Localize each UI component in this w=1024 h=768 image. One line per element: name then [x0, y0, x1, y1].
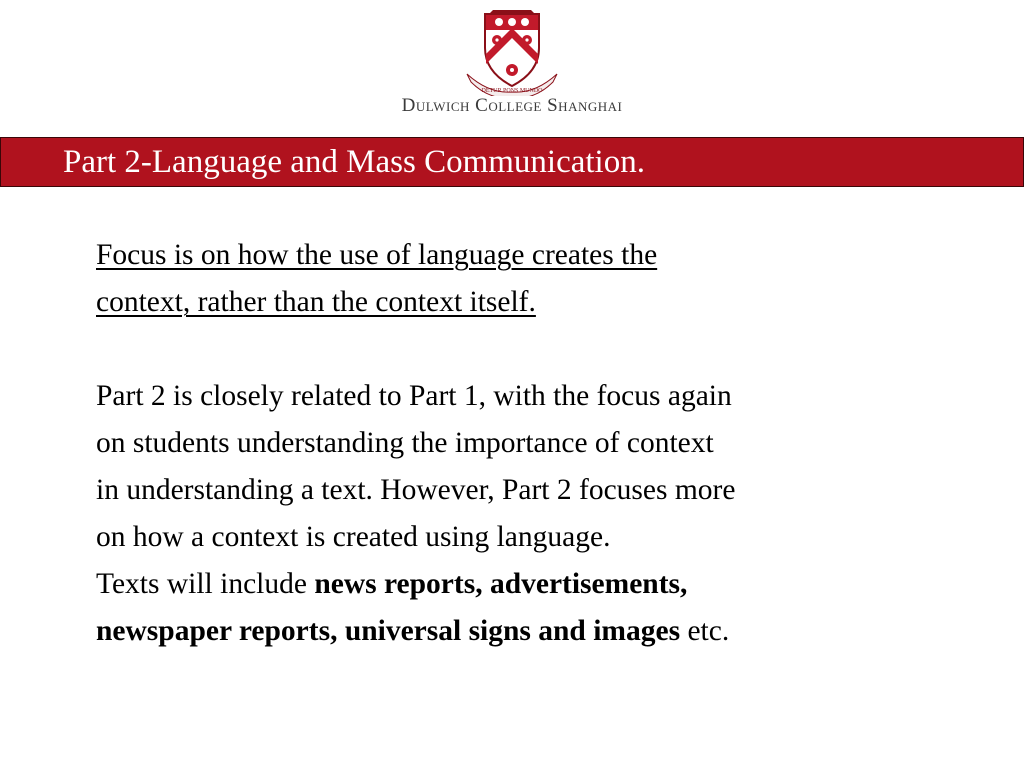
spacer: [96, 326, 976, 373]
slide-title: Part 2-Language and Mass Communication.: [63, 144, 645, 180]
school-name: Dulwich College Shanghai: [401, 95, 623, 116]
title-bar: [0, 137, 1024, 187]
texts-intro: Texts will include: [96, 568, 315, 600]
focus-line-1: Focus is on how the use of language creates the: [96, 239, 658, 271]
texts-end: etc.: [680, 615, 730, 647]
school-crest-logo: [459, 8, 565, 96]
slide-body: [96, 232, 976, 655]
texts-line-1: [96, 561, 976, 608]
texts-bold-1: news reports, advertisements,: [314, 568, 688, 600]
texts-line-2: [96, 608, 976, 655]
paragraph-line-2: on students understanding the importance of context: [96, 427, 714, 459]
motto-text: DETUR PONS MUNDO: [481, 88, 543, 94]
paragraph-line-3: in understanding a text. However, Part 2 focuses more: [96, 474, 736, 506]
paragraph-line-1: Part 2 is closely related to Part 1, with the focus again: [96, 380, 732, 412]
focus-line-2: context, rather than the context itself.: [96, 286, 536, 318]
paragraph-line-4: on how a context is created using language.: [96, 521, 611, 553]
texts-bold-2: newspaper reports, universal signs and images: [96, 615, 681, 647]
